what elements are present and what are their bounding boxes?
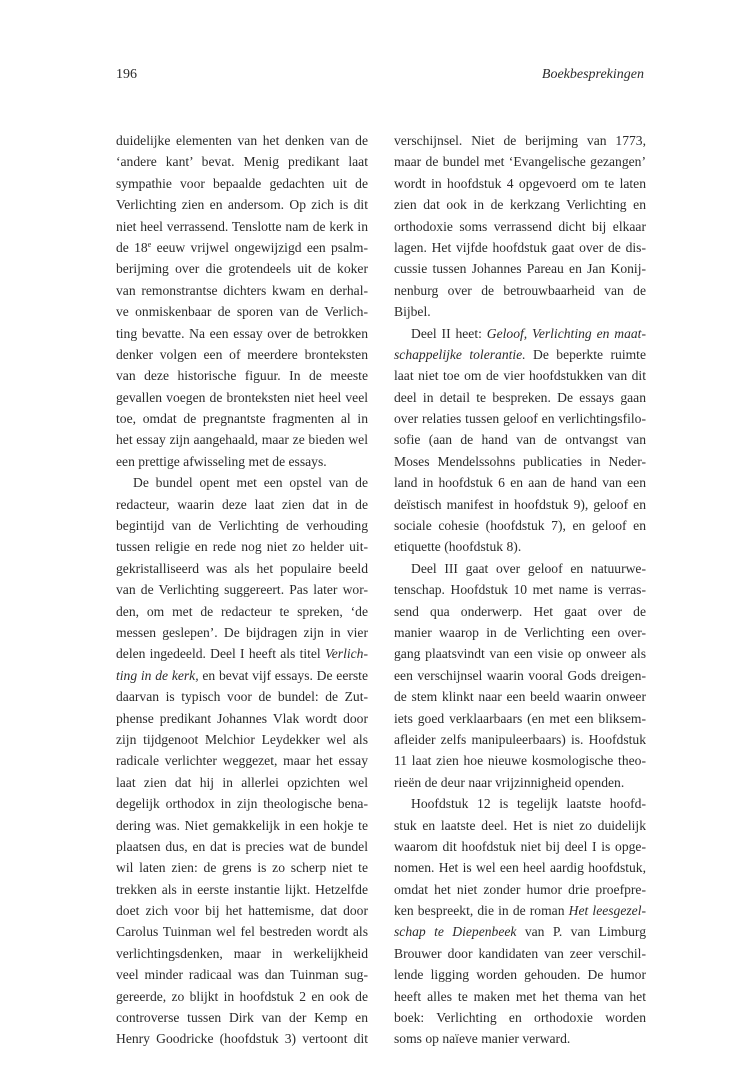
page-number: 196: [116, 67, 137, 82]
text-line: controverse tussen Dirk van der Kemp en: [116, 1010, 368, 1026]
text-line: nenburg over de betrouwbaarheid van de: [394, 282, 646, 298]
text-line: maar de bundel met ‘Evangelische gezangen’: [394, 154, 646, 170]
book-title-italic: Geloof, Verlichting en maat-: [486, 325, 646, 341]
text-line: het essay zijn aangehaald, maar ze bieden wel: [116, 432, 368, 448]
text-line: gevallen voegen de bronteksten niet heel veel: [116, 389, 368, 405]
text-line: daarvan is typisch voor de bundel: de Zut-: [116, 689, 368, 705]
text-line: dering was. Niet gemakkelijk in een hokje te: [116, 817, 368, 833]
text-line: zien dat ook in de kerkzang Verlichting en: [394, 197, 646, 213]
text-line: radicale verlichter weggezet, maar het essay: [116, 753, 368, 769]
book-title-italic: schappelijke tolerantie.: [394, 346, 526, 362]
text-line: Deel II heet: Geloof, Verlichting en maat-: [411, 325, 646, 341]
text-line: sociale cohesie (hoofdstuk 7), en geloof en: [394, 518, 646, 534]
text-line: send qua onderwerp. Het gaat over de: [394, 603, 646, 619]
text-line: messen geslepen’. De bijdragen zijn in vier: [116, 624, 368, 640]
text-line: Bijbel.: [394, 304, 431, 320]
text-line: Hoofdstuk 12 is tegelijk laatste hoofd-: [411, 796, 646, 812]
text-line: phense predikant Johannes Vlak wordt door: [116, 710, 368, 726]
text-line: rieën de deur naar vrijzinnigheid openden.: [394, 774, 625, 790]
text-line: doet zich voor bij het hattemisme, dat door: [116, 903, 368, 919]
text-line: de 18e eeuw vrijwel ongewijzigd een psalm-: [116, 239, 368, 255]
text-line: trekken als in eerste instantie lijkt. Hetzelfde: [116, 881, 368, 897]
book-title-italic: Verlich-: [324, 646, 368, 662]
text-line: ken bespreekt, die in de roman Het leesgezel-: [394, 903, 646, 919]
text-line: de stem klinkt naar een beeld waarin onweer: [394, 689, 646, 705]
text-line: sofie (aan de hand van de ontvangst van: [394, 432, 646, 448]
text-line: gekristalliseerd was als het populaire beeld: [116, 560, 368, 576]
text-line: nomen. Het is wel een heel aardig hoofdstuk,: [394, 860, 646, 876]
text-line: Verlichting zien en andersom. Op zich is dit: [116, 197, 368, 213]
text-line: heeft alles te maken met het thema van het: [394, 988, 646, 1004]
text-line: ‘andere kant’ bevat. Menig predikant laat: [116, 154, 368, 170]
text-line: veel minder radicaal was dan Tuinman sug-: [116, 967, 368, 983]
text-line: tussen religie en rede nog niet zo helder uit-: [116, 539, 368, 555]
right-column: [394, 130, 646, 1050]
text-line: deel in detail te bespreken. De essays gaan: [394, 389, 646, 405]
text-line: tenschap. Hoofdstuk 10 met name is verras-: [394, 582, 646, 598]
text-line: wordt in hoofdstuk 4 opgevoerd om te laten: [394, 175, 646, 191]
left-column: [116, 130, 368, 1050]
book-title-italic: ting in de kerk,: [116, 667, 199, 683]
text-line: berijming over die grotendeels uit de koker: [116, 261, 368, 277]
text-line: Deel III gaat over geloof en natuurwe-: [411, 560, 646, 576]
text-line: een prettige afwisseling met de essays.: [116, 453, 327, 469]
text-line: wil laten zien: de grens is zo scherp niet te: [116, 860, 368, 876]
text-line: stuk en laatste deel. Het is niet zo duidelijk: [394, 817, 646, 833]
text-line: verlichtingsdenken, maar in werkelijkheid: [116, 945, 368, 961]
text-line: verschijnsel. Niet de berijming van 1773,: [394, 133, 646, 148]
text-line: iets goed verklaarbaars (en met een bliksem-: [394, 710, 646, 726]
text-line: cussie tussen Johannes Pareau en Jan Konij-: [394, 261, 646, 277]
text-line: over relaties tussen geloof en verlichtingsfilo-: [394, 411, 646, 427]
text-line: redacteur, waarin deze laat zien dat in de: [116, 496, 368, 512]
text-line: delen ingedeeld. Deel I heeft als titel Verlich-: [116, 646, 368, 662]
text-line: denker volgen een of meerdere bronteksten: [116, 346, 368, 362]
text-line: degelijk orthodox in zijn theologische bena-: [116, 796, 368, 812]
text-line: De bundel opent met een opstel van de: [133, 475, 368, 491]
text-line: Brouwer door kandidaten van zeer verschil-: [394, 945, 646, 961]
text-line: Henry Goodricke (hoofdstuk 3) vertoont dit: [116, 1031, 368, 1047]
text-line: den, om met de redacteur te spreken, ‘de: [116, 603, 368, 619]
text-line: schappelijke tolerantie. De beperkte ruimte: [394, 346, 646, 362]
text-line: Carolus Tuinman wel fel bestreden wordt als: [116, 924, 368, 940]
book-title-italic: schap te Diepenbeek: [394, 924, 517, 940]
text-line: omdat het niet zonder humor drie proefpre-: [394, 881, 646, 897]
text-line: waarom dit hoofdstuk niet bij deel I is opge-: [394, 838, 646, 854]
text-line: laat zien dat hij in allerlei opzichten wel: [116, 774, 368, 790]
text-line: lagen. Het vijfde hoofdstuk gaat over de dis-: [394, 239, 646, 255]
text-line: begintijd van de Verlichting de verhouding: [116, 518, 368, 534]
text-line: laat niet toe om de vier hoofdstukken van dit: [394, 368, 646, 384]
text-line: gang plaatsvindt van een visie op onweer als: [394, 646, 646, 662]
text-line: een verschijnsel waarin vooral Gods dreigen-: [394, 667, 646, 683]
running-title: Boekbesprekingen: [541, 67, 644, 82]
text-line: boek: Verlichting en orthodoxie worden: [394, 1010, 646, 1026]
body-text: [116, 130, 646, 1050]
text-line: ve onmiskenbaar de sporen van de Verlich-: [116, 304, 368, 320]
text-line: zijn tijdgenoot Melchior Leydekker wel als: [116, 731, 368, 747]
text-line: toe, omdat de pregnantste fragmenten al in: [116, 411, 368, 427]
text-line: soms op naïeve manier verward.: [394, 1031, 571, 1047]
text-line: gereerde, zo blijkt in hoofdstuk 2 en ook de: [116, 988, 368, 1004]
book-title-italic: Het leesgezel-: [568, 903, 646, 919]
text-line: duidelijke elementen van het denken van de: [116, 133, 368, 148]
text-line: deïstisch manifest in hoofdstuk 9), geloof en: [394, 496, 646, 512]
text-line: niet heel verrassend. Tenslotte nam de kerk in: [116, 218, 368, 234]
text-line: sympathie voor bepaalde gedachten uit de: [116, 175, 368, 191]
text-line: ting in de kerk, en bevat vijf essays. De eerste: [116, 667, 368, 683]
text-line: land in hoofdstuk 6 en aan de hand van een: [394, 475, 646, 491]
text-line: van remonstrantse dichters kwam en derhal-: [116, 282, 368, 298]
superscript: e: [147, 239, 152, 249]
text-line: ting bevatte. Na een essay over de betrokken: [116, 325, 368, 341]
text-line: van deze historische figuur. In de meeste: [116, 368, 368, 384]
text-line: etiquette (hoofdstuk 8).: [394, 539, 522, 555]
text-line: van de Verlichting suggereert. Pas later wor-: [116, 582, 368, 598]
text-line: manier waarop in de Verlichting een over-: [394, 624, 646, 640]
page-header: [116, 64, 644, 86]
text-line: orthodoxie soms verrassend dicht bij elkaar: [394, 218, 646, 234]
text-line: afleider zelfs manipuleerbaars) is. Hoofdstuk: [394, 731, 646, 747]
text-line: plaatsen dus, en dat is precies wat de bundel: [116, 838, 368, 854]
text-line: schap te Diepenbeek van P. van Limburg: [394, 924, 646, 940]
text-line: Moses Mendelssohns publicaties in Neder-: [394, 453, 646, 469]
text-line: lende ligging worden gehouden. De humor: [394, 967, 646, 983]
text-line: 11 laat zien hoe nieuwe kosmologische theo-: [394, 753, 646, 769]
